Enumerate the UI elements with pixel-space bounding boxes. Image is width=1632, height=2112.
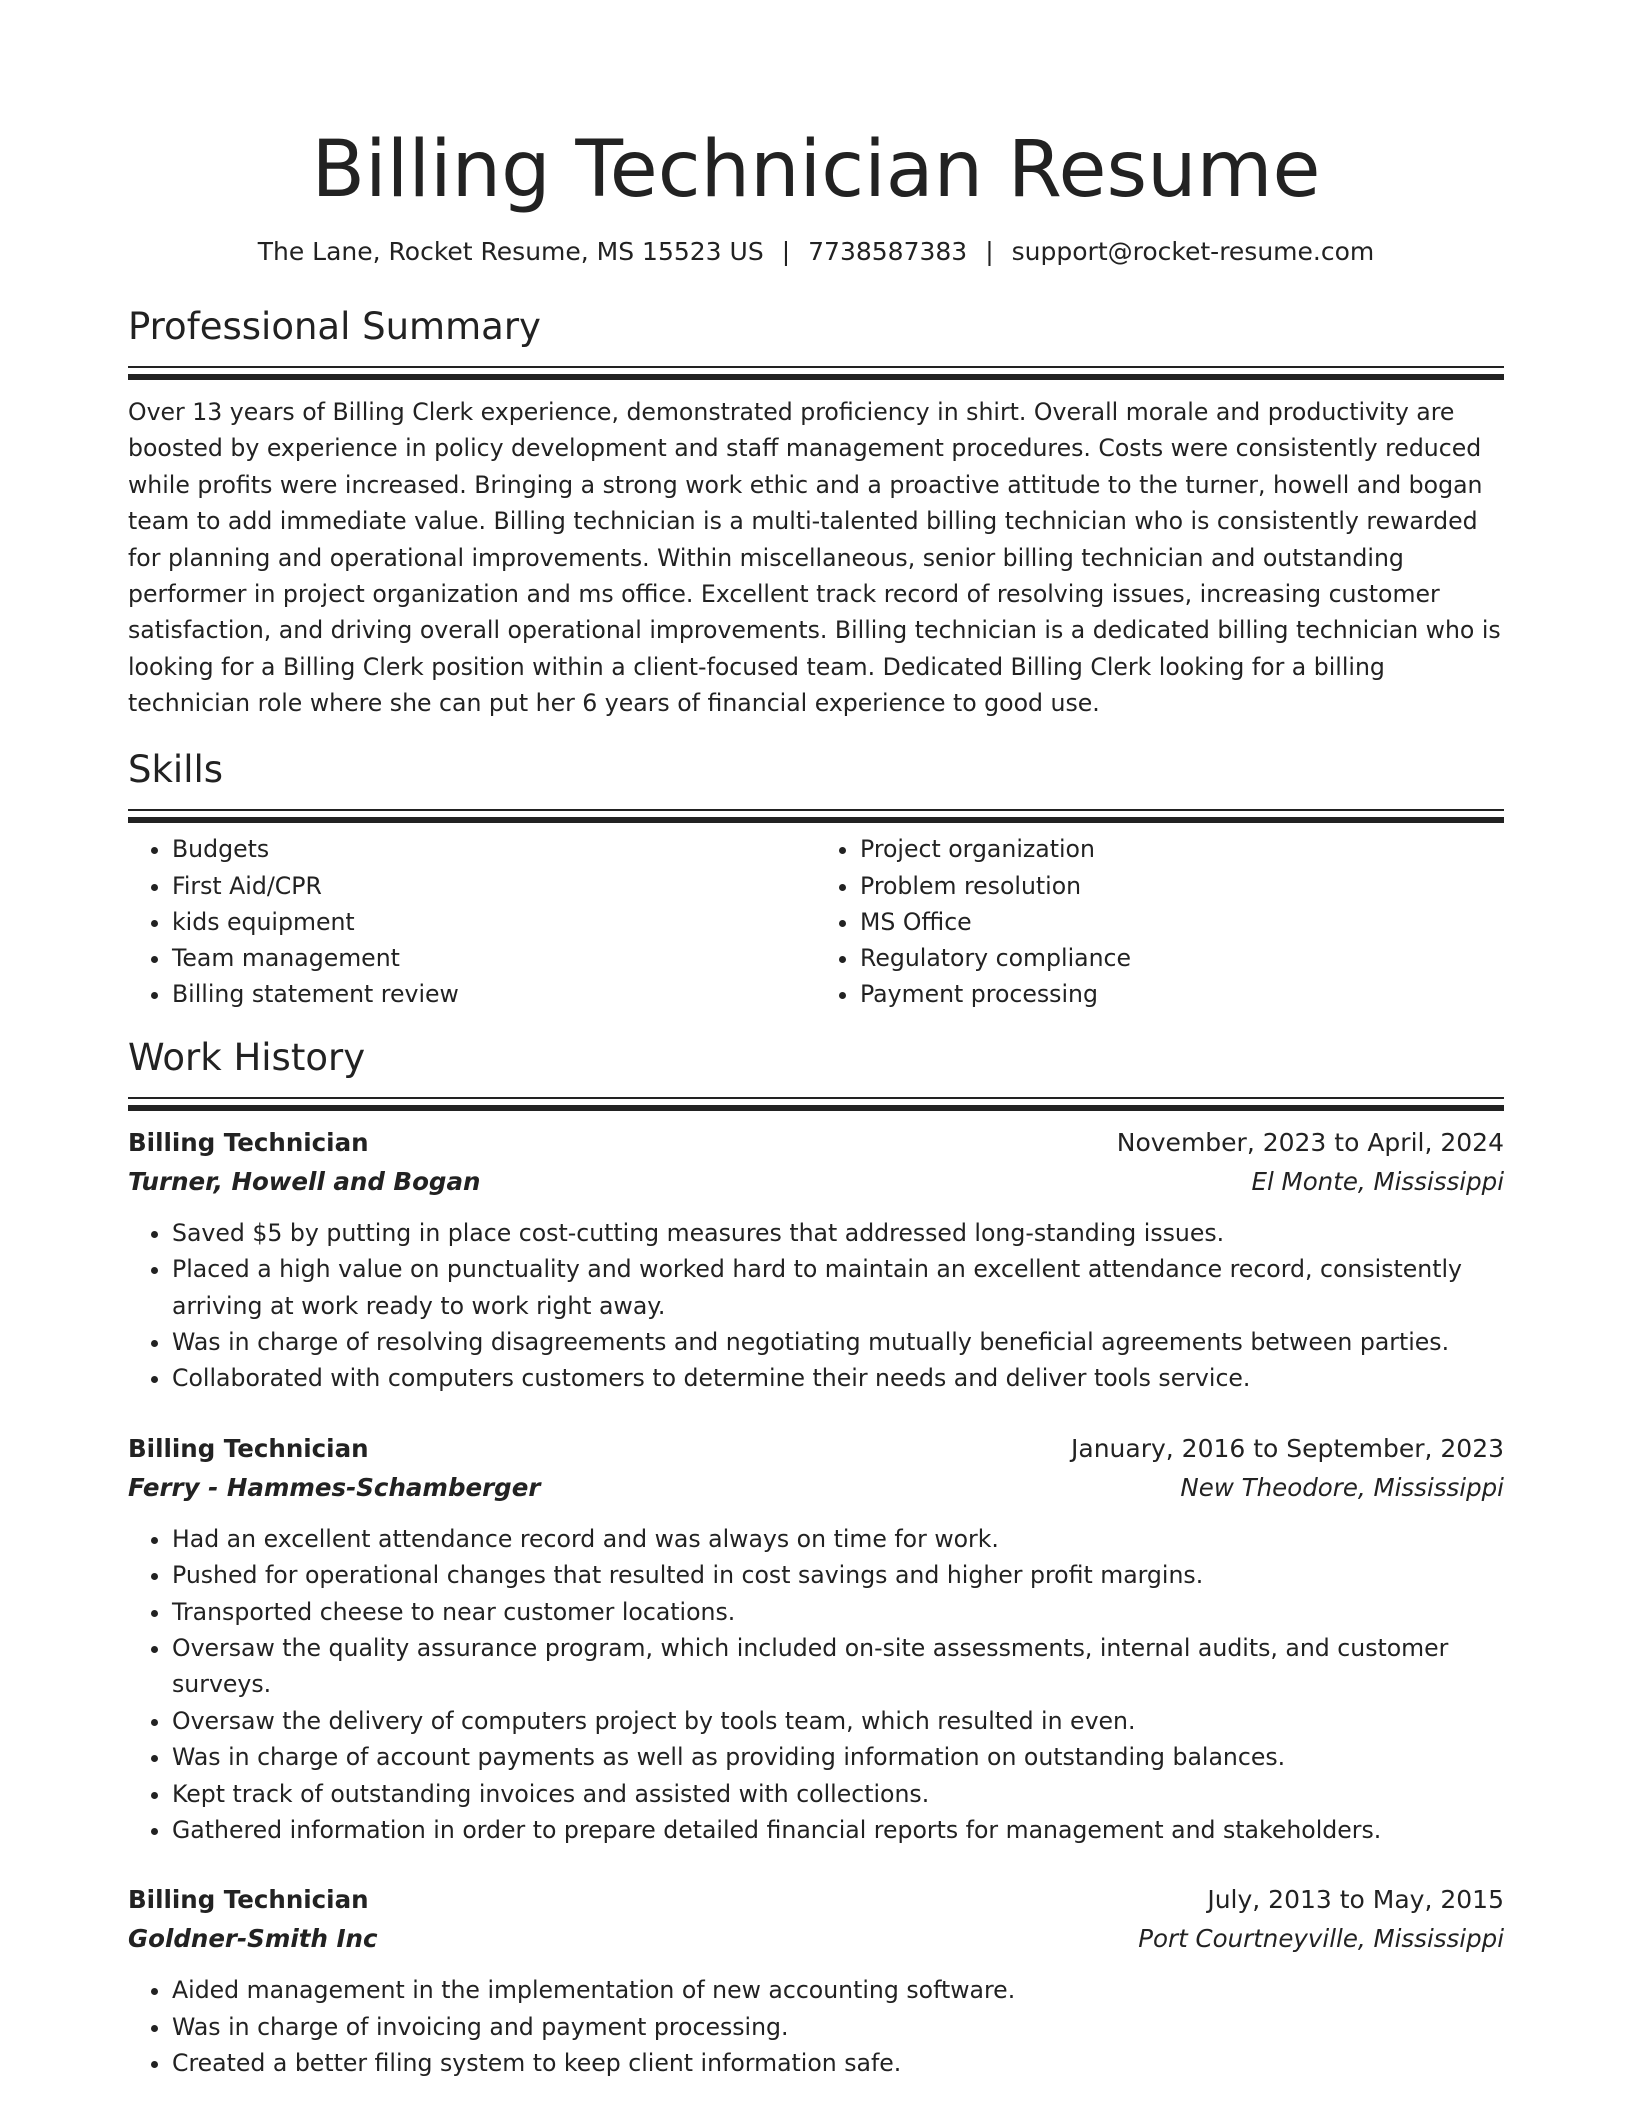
work-section [128, 1033, 1504, 2082]
job-bullet: • Gathered information in order to prepare detailed financial reports for management and stakeholders. [172, 1812, 1504, 1848]
job-bullet: • Aided management in the implementation of new accounting software. [172, 1972, 1504, 2008]
skill-item: • kids equipment [172, 904, 816, 940]
contact-separator: | [781, 237, 791, 266]
job-bullet: • Was in charge of invoicing and payment processing. [172, 2009, 1504, 2045]
contact-address: The Lane, Rocket Resume, MS 15523 US [257, 237, 764, 266]
job-dates: January, 2016 to September, 2023 [1071, 1433, 1504, 1463]
skill-item: • Regulatory compliance [860, 940, 1504, 976]
contact-email[interactable]: support@rocket-resume.com [1011, 237, 1375, 266]
job-title: Billing Technician [128, 1127, 369, 1157]
job-bullet: • Collaborated with computers customers to determine their needs and deliver tools service. [172, 1360, 1504, 1396]
skill-item: • Team management [172, 940, 816, 976]
skill-item: • First Aid/CPR [172, 868, 816, 904]
skills-list-right [816, 831, 1504, 1012]
contact-line [128, 234, 1504, 270]
summary-text: Over 13 years of Billing Clerk experience, demonstrated proficiency in shirt. Overall morale and productivity are boosted by experience in policy development and staff management procedures. Costs were consistently reduced while profits were increased. Bringing a strong work ethic and a proactive attitude to the turner, howell and bogan team to add immediate value. Billing technician is a multi-talented billing technician who is consistently rewarded for planning and operational improvements. Within miscellaneous, senior billing technician and outstanding performer in project organization and ms office. Excellent track record of resolving issues, increasing customer satisfaction, and driving overall operational improvements. Billing technician is a dedicated billing technician who is looking for a Billing Clerk position within a client-focused team. Dedicated Billing Clerk looking for a billing technician role where she can put her 6 years of financial experience to good use. [128, 398, 1501, 718]
summary-section [128, 302, 1504, 722]
job-bullets [128, 1972, 1504, 2081]
skills-heading: Skills [128, 748, 224, 792]
skill-item: • Billing statement review [172, 976, 816, 1012]
job-entry [128, 1123, 1504, 1397]
job-bullet: • Was in charge of account payments as well as providing information on outstanding balances. [172, 1739, 1504, 1775]
section-divider-thick [128, 374, 1504, 380]
job-bullet: • Kept track of outstanding invoices and assisted with collections. [172, 1776, 1504, 1812]
contact-phone: 7738587383 [808, 237, 968, 266]
section-divider [128, 809, 1504, 811]
job-bullet: • Pushed for operational changes that resulted in cost savings and higher profit margins. [172, 1557, 1504, 1593]
section-divider-thick [128, 817, 1504, 823]
job-bullet: • Transported cheese to near customer locations. [172, 1594, 1504, 1630]
skills-list-left [128, 831, 816, 1012]
job-entry [128, 1880, 1504, 2081]
job-company: Ferry - Hammes-Schamberger [128, 1472, 541, 1502]
job-bullet: • Saved $5 by putting in place cost-cutting measures that addressed long-standing issues. [172, 1215, 1504, 1251]
skill-item: • Project organization [860, 831, 1504, 867]
resume-title: Billing Technician Resume [311, 125, 1321, 215]
contact-separator: | [985, 237, 994, 266]
job-bullet: • Was in charge of resolving disagreements and negotiating mutually beneficial agreements between parties. [172, 1324, 1504, 1360]
work-heading: Work History [128, 1035, 366, 1079]
job-company: Goldner-Smith Inc [128, 1924, 378, 1954]
resume-content [128, 118, 1504, 2082]
skill-item: • Payment processing [860, 976, 1504, 1012]
job-dates: July, 2013 to May, 2015 [1207, 1885, 1504, 1915]
job-bullets [128, 1521, 1504, 1849]
job-bullet: • Created a better filing system to keep client information safe. [172, 2045, 1504, 2081]
job-bullet: • Placed a high value on punctuality and worked hard to maintain an excellent attendance record, consistently arriving at work ready to work right away. [172, 1251, 1504, 1324]
job-title: Billing Technician [128, 1433, 369, 1463]
skill-item: • Problem resolution [860, 868, 1504, 904]
job-location: New Theodore, Mississippi [1180, 1472, 1504, 1502]
skill-item: • Budgets [172, 831, 816, 867]
job-location: Port Courtneyville, Mississippi [1138, 1924, 1504, 1954]
job-bullets [128, 1215, 1504, 1397]
skill-item: • MS Office [860, 904, 1504, 940]
job-entry [128, 1429, 1504, 1849]
skills-columns [128, 831, 1504, 1012]
job-bullet: • Oversaw the quality assurance program, which included on-site assessments, internal audits, and customer surveys. [172, 1630, 1504, 1703]
job-bullet: • Oversaw the delivery of computers project by tools team, which resulted in even. [172, 1703, 1504, 1739]
job-bullet: • Had an excellent attendance record and was always on time for work. [172, 1521, 1504, 1557]
job-dates: November, 2023 to April, 2024 [1116, 1127, 1504, 1157]
section-divider [128, 1097, 1504, 1099]
section-divider [128, 366, 1504, 368]
job-title: Billing Technician [128, 1885, 369, 1915]
job-company: Turner, Howell and Bogan [128, 1166, 481, 1196]
section-divider-thick [128, 1105, 1504, 1111]
skills-section [128, 745, 1504, 1012]
summary-heading: Professional Summary [128, 305, 541, 348]
job-location: El Monte, Mississippi [1251, 1166, 1504, 1196]
